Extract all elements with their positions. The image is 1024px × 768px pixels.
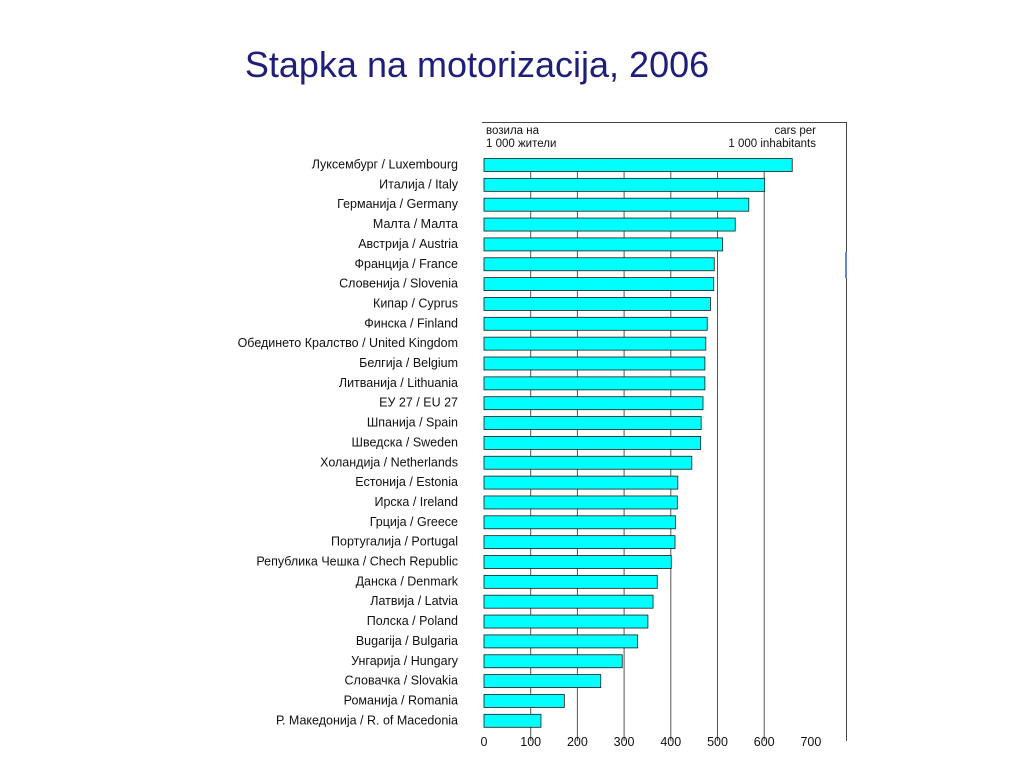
bar — [484, 694, 564, 707]
category-label: Полска / Poland — [366, 614, 458, 629]
category-label: ЕУ 27 / EU 27 — [379, 395, 458, 410]
bar — [484, 397, 703, 410]
category-label: Унгарија / Hungary — [351, 653, 458, 668]
bar — [484, 635, 638, 648]
category-label: Естонија / Estonia — [355, 475, 458, 490]
x-tick-label: 0 — [480, 735, 488, 749]
bar — [484, 159, 792, 172]
x-tick-label: 600 — [753, 735, 775, 749]
category-label: Германија / Germany — [337, 197, 458, 212]
header-left-line1: возила на — [486, 125, 539, 137]
x-tick-label: 700 — [800, 735, 822, 749]
bar — [484, 278, 714, 291]
bar — [484, 476, 678, 489]
header-right-line1: cars per — [774, 125, 816, 137]
category-label: Ирска / Ireland — [374, 494, 458, 509]
header-right — [728, 125, 816, 151]
bar — [484, 536, 675, 549]
header-left-line2: 1 000 жители — [486, 138, 557, 150]
category-label: Bugarija / Bulgaria — [355, 633, 458, 648]
category-label: Холандија / Netherlands — [320, 455, 458, 470]
category-label: Малта / Малта — [372, 217, 458, 232]
category-label: Франција / France — [354, 256, 458, 271]
category-label: Шведска / Sweden — [351, 435, 458, 450]
bar — [484, 516, 675, 529]
bar — [484, 595, 653, 608]
category-label: Австрија / Austria — [358, 236, 458, 251]
bar — [484, 218, 735, 231]
bar — [484, 675, 601, 688]
bar — [484, 377, 705, 390]
x-tick-label: 400 — [660, 735, 682, 749]
category-label: Португалија / Portugal — [331, 534, 458, 549]
bar — [484, 238, 723, 251]
bar — [484, 198, 749, 211]
chart-panel — [482, 122, 847, 741]
category-label: Р. Македонија / R. of Macedonia — [275, 713, 458, 728]
x-tick-label: 300 — [613, 735, 635, 749]
bar — [484, 417, 701, 430]
bar — [484, 337, 706, 350]
slide-edge-mark — [845, 252, 847, 278]
category-label: Финска / Finland — [364, 316, 458, 331]
category-label: Грција / Greece — [369, 514, 458, 529]
slide-title: Stapka na motorizacija, 2006 — [244, 44, 710, 85]
category-label: Луксембург / Luxembourg — [311, 157, 458, 172]
bar — [484, 357, 705, 370]
bar — [484, 456, 692, 469]
category-label: Литванија / Lithuania — [338, 375, 458, 390]
category-label: Шпанија / Spain — [366, 415, 458, 430]
bar-chart — [482, 123, 846, 741]
header-right-line2: 1 000 inhabitants — [728, 138, 816, 150]
bar — [484, 297, 710, 310]
category-label: Италија / Italy — [379, 177, 458, 192]
bar — [484, 615, 648, 628]
x-tick-label: 100 — [520, 735, 542, 749]
bar — [484, 178, 765, 191]
bar — [484, 655, 622, 668]
category-label: Словачка / Slovakia — [344, 673, 458, 688]
bar — [484, 714, 541, 727]
category-label: Обединето Кралство / United Kingdom — [237, 336, 458, 351]
bar — [484, 496, 677, 509]
x-tick-label: 200 — [566, 735, 588, 749]
category-label: Латвија / Latvia — [370, 594, 458, 609]
bar — [484, 258, 714, 271]
category-label: Данска / Denmark — [355, 574, 458, 589]
category-label: Белгија / Belgium — [359, 356, 458, 370]
bar — [484, 556, 671, 569]
bar — [484, 317, 707, 330]
category-label: Романија / Romania — [343, 693, 458, 708]
category-label: Република Чешка / Chech Republic — [256, 554, 458, 569]
bar — [484, 575, 657, 588]
category-label: Кипар / Cyprus — [373, 296, 458, 311]
x-tick-label: 500 — [707, 735, 728, 749]
bar — [484, 436, 701, 449]
header-left — [486, 125, 556, 151]
category-label: Словенија / Slovenia — [339, 276, 458, 291]
